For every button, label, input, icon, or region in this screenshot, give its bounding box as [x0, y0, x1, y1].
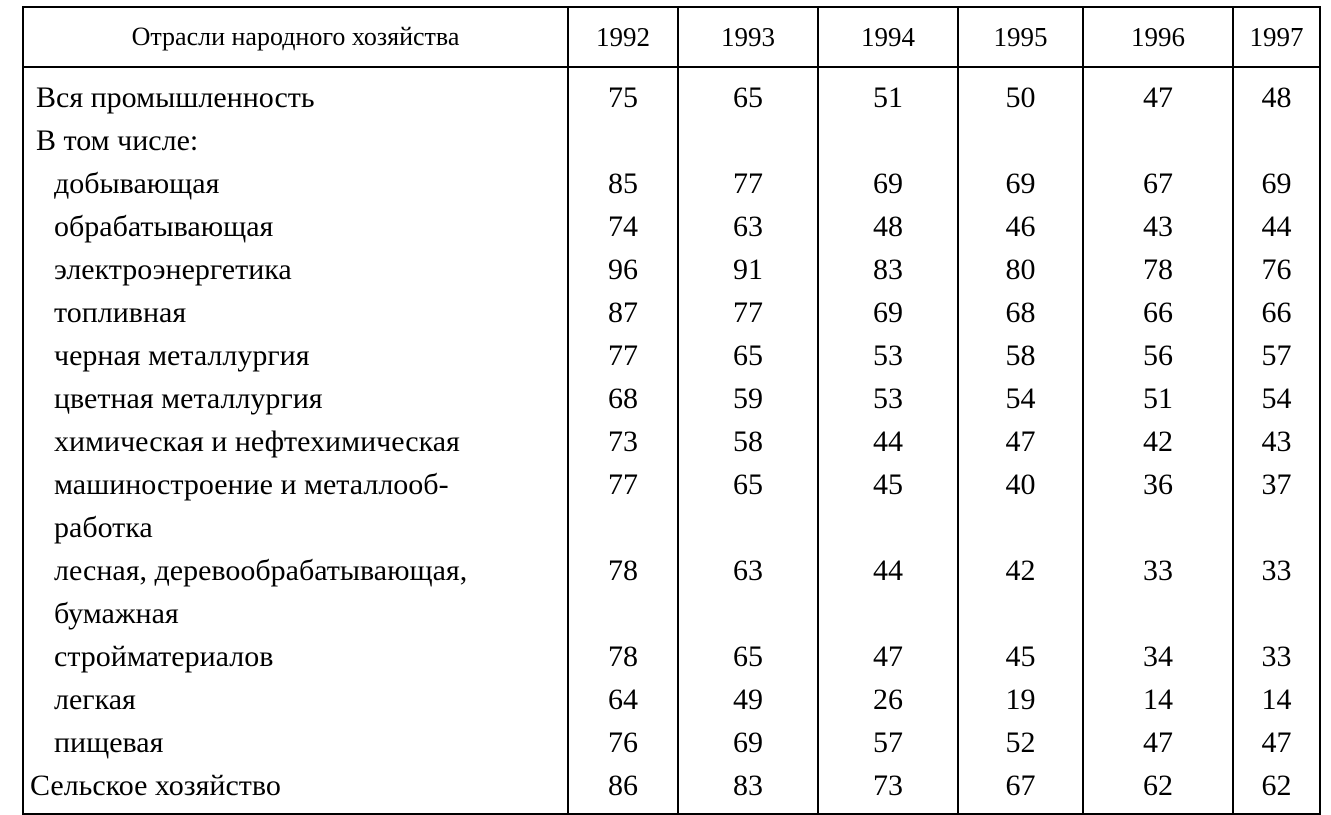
value-cell: 51	[818, 67, 958, 119]
value-cell: 78	[568, 635, 678, 678]
value-cell: 51	[1083, 377, 1233, 420]
header-year-cell: 1992	[568, 7, 678, 67]
value-cell: 36	[1083, 463, 1233, 506]
value-cell: 56	[1083, 334, 1233, 377]
header-year-cell: 1995	[958, 7, 1083, 67]
value-cell	[678, 506, 818, 549]
header-year-cell: 1997	[1233, 7, 1320, 67]
value-cell	[958, 506, 1083, 549]
row-label: электроэнергетика	[23, 248, 568, 291]
value-cell: 69	[818, 291, 958, 334]
value-cell: 75	[568, 67, 678, 119]
row-label: Вся промышленность	[23, 67, 568, 119]
value-cell: 33	[1233, 635, 1320, 678]
row-label: пищевая	[23, 721, 568, 764]
value-cell: 45	[818, 463, 958, 506]
data-table	[22, 6, 1321, 815]
value-cell: 66	[1083, 291, 1233, 334]
row-label: топливная	[23, 291, 568, 334]
value-cell: 73	[568, 420, 678, 463]
value-cell: 40	[958, 463, 1083, 506]
value-cell: 80	[958, 248, 1083, 291]
value-cell: 69	[1233, 162, 1320, 205]
value-cell: 52	[958, 721, 1083, 764]
row-label: обрабатывающая	[23, 205, 568, 248]
value-cell: 77	[678, 291, 818, 334]
value-cell: 34	[1083, 635, 1233, 678]
header-label-cell: Отрасли народного хозяйства	[23, 7, 568, 67]
value-cell: 53	[818, 334, 958, 377]
value-cell: 65	[678, 635, 818, 678]
table-row	[23, 549, 1320, 592]
value-cell: 96	[568, 248, 678, 291]
value-cell: 65	[678, 67, 818, 119]
table-row	[23, 764, 1320, 814]
value-cell: 67	[958, 764, 1083, 814]
table-row	[23, 119, 1320, 162]
table-row	[23, 678, 1320, 721]
value-cell: 47	[818, 635, 958, 678]
value-cell: 63	[678, 549, 818, 592]
value-cell	[1083, 119, 1233, 162]
value-cell: 85	[568, 162, 678, 205]
value-cell: 69	[678, 721, 818, 764]
value-cell	[568, 506, 678, 549]
value-cell: 44	[818, 549, 958, 592]
row-label: добывающая	[23, 162, 568, 205]
value-cell	[678, 119, 818, 162]
value-cell: 64	[568, 678, 678, 721]
value-cell: 87	[568, 291, 678, 334]
value-cell: 47	[958, 420, 1083, 463]
table-row	[23, 162, 1320, 205]
header-year-cell: 1993	[678, 7, 818, 67]
table-row	[23, 721, 1320, 764]
value-cell: 43	[1233, 420, 1320, 463]
value-cell: 44	[818, 420, 958, 463]
value-cell: 43	[1083, 205, 1233, 248]
value-cell: 58	[958, 334, 1083, 377]
value-cell: 33	[1233, 549, 1320, 592]
table-row	[23, 248, 1320, 291]
value-cell: 45	[958, 635, 1083, 678]
row-label: В том числе:	[23, 119, 568, 162]
value-cell	[818, 119, 958, 162]
row-label: химическая и нефтехимическая	[23, 420, 568, 463]
value-cell: 48	[818, 205, 958, 248]
value-cell	[678, 592, 818, 635]
value-cell	[958, 119, 1083, 162]
row-label: бумажная	[23, 592, 568, 635]
value-cell	[818, 592, 958, 635]
value-cell	[818, 506, 958, 549]
table-row	[23, 420, 1320, 463]
value-cell: 44	[1233, 205, 1320, 248]
table-row	[23, 377, 1320, 420]
table-row	[23, 291, 1320, 334]
value-cell: 14	[1083, 678, 1233, 721]
table-row	[23, 506, 1320, 549]
value-cell: 14	[1233, 678, 1320, 721]
value-cell: 86	[568, 764, 678, 814]
value-cell: 73	[818, 764, 958, 814]
value-cell: 48	[1233, 67, 1320, 119]
row-label: черная металлургия	[23, 334, 568, 377]
value-cell: 42	[958, 549, 1083, 592]
value-cell: 78	[568, 549, 678, 592]
value-cell: 54	[1233, 377, 1320, 420]
value-cell: 59	[678, 377, 818, 420]
value-cell: 47	[1083, 721, 1233, 764]
value-cell	[1233, 592, 1320, 635]
value-cell: 54	[958, 377, 1083, 420]
header-row	[23, 7, 1320, 67]
value-cell: 47	[1233, 721, 1320, 764]
value-cell: 69	[958, 162, 1083, 205]
value-cell: 69	[818, 162, 958, 205]
header-year-cell: 1996	[1083, 7, 1233, 67]
value-cell: 57	[818, 721, 958, 764]
value-cell: 53	[818, 377, 958, 420]
value-cell: 62	[1083, 764, 1233, 814]
value-cell: 83	[678, 764, 818, 814]
table-row	[23, 205, 1320, 248]
row-label: Сельское хозяйство	[23, 764, 568, 814]
table-row	[23, 334, 1320, 377]
value-cell: 78	[1083, 248, 1233, 291]
table-row	[23, 592, 1320, 635]
value-cell: 67	[1083, 162, 1233, 205]
value-cell: 46	[958, 205, 1083, 248]
value-cell: 68	[958, 291, 1083, 334]
table-row	[23, 635, 1320, 678]
value-cell: 83	[818, 248, 958, 291]
table-row	[23, 463, 1320, 506]
value-cell: 68	[568, 377, 678, 420]
header-year-cell: 1994	[818, 7, 958, 67]
value-cell: 76	[1233, 248, 1320, 291]
value-cell: 57	[1233, 334, 1320, 377]
value-cell: 50	[958, 67, 1083, 119]
value-cell: 74	[568, 205, 678, 248]
value-cell	[958, 592, 1083, 635]
row-label: машиностроение и металлооб-	[23, 463, 568, 506]
row-label: лесная, деревообрабатывающая,	[23, 549, 568, 592]
value-cell	[1233, 119, 1320, 162]
value-cell: 63	[678, 205, 818, 248]
row-label: стройматериалов	[23, 635, 568, 678]
value-cell: 33	[1083, 549, 1233, 592]
row-label: цветная металлургия	[23, 377, 568, 420]
table-row	[23, 67, 1320, 119]
value-cell	[1233, 506, 1320, 549]
value-cell	[1083, 592, 1233, 635]
value-cell: 42	[1083, 420, 1233, 463]
value-cell: 26	[818, 678, 958, 721]
value-cell: 58	[678, 420, 818, 463]
value-cell	[568, 119, 678, 162]
value-cell: 19	[958, 678, 1083, 721]
value-cell: 91	[678, 248, 818, 291]
value-cell: 62	[1233, 764, 1320, 814]
value-cell: 77	[568, 463, 678, 506]
value-cell	[568, 592, 678, 635]
value-cell: 77	[678, 162, 818, 205]
row-label: легкая	[23, 678, 568, 721]
value-cell: 65	[678, 334, 818, 377]
value-cell: 77	[568, 334, 678, 377]
value-cell: 76	[568, 721, 678, 764]
value-cell: 49	[678, 678, 818, 721]
value-cell: 37	[1233, 463, 1320, 506]
value-cell: 47	[1083, 67, 1233, 119]
value-cell: 66	[1233, 291, 1320, 334]
row-label: работка	[23, 506, 568, 549]
value-cell: 65	[678, 463, 818, 506]
value-cell	[1083, 506, 1233, 549]
